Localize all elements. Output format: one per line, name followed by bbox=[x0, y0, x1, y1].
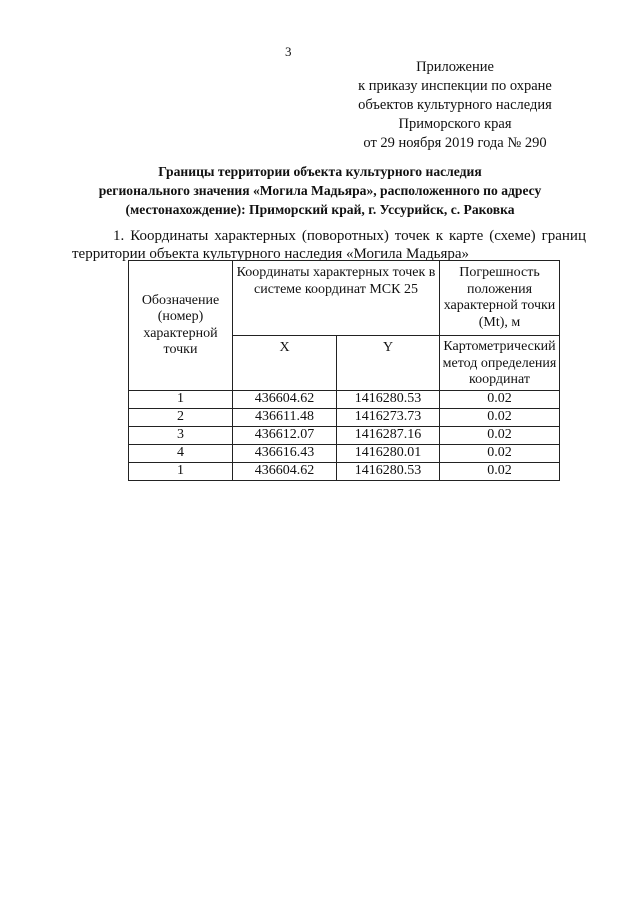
cell-y: 1416280.53 bbox=[337, 391, 440, 409]
header-y: Y bbox=[337, 336, 440, 391]
header-point-number: Обозначение (номер) характерной точки bbox=[129, 261, 233, 391]
paragraph-line: 1. Координаты характерных (поворотных) точек к карте (схеме) границ bbox=[113, 228, 586, 244]
document-title bbox=[60, 162, 580, 219]
cell-point: 1 bbox=[129, 391, 233, 409]
title-line: регионального значения «Могила Мадьяра», расположенного по адресу bbox=[98, 183, 542, 198]
cell-x: 436616.43 bbox=[233, 445, 337, 463]
cell-error: 0.02 bbox=[440, 427, 560, 445]
title-line: (местонахождение): Приморский край, г. Уссурийск, с. Раковка bbox=[125, 202, 515, 217]
coordinates-paragraph bbox=[72, 227, 586, 263]
table-row bbox=[129, 427, 560, 445]
cell-y: 1416280.01 bbox=[337, 445, 440, 463]
appendix-line: Приложение bbox=[416, 59, 494, 75]
cell-x: 436604.62 bbox=[233, 463, 337, 481]
cell-error: 0.02 bbox=[440, 445, 560, 463]
appendix-line: Приморского края bbox=[398, 116, 512, 132]
cell-x: 436604.62 bbox=[233, 391, 337, 409]
header-x: X bbox=[233, 336, 337, 391]
appendix-line: объектов культурного наследия bbox=[358, 97, 552, 113]
cell-point: 1 bbox=[129, 463, 233, 481]
appendix-line: от 29 ноября 2019 года № 290 bbox=[363, 135, 547, 151]
cell-point: 2 bbox=[129, 409, 233, 427]
cell-point: 4 bbox=[129, 445, 233, 463]
table-row bbox=[129, 391, 560, 409]
paragraph-line: территории объекта культурного наследия «Могила Мадьяра» bbox=[72, 246, 470, 262]
coordinates-table bbox=[128, 260, 560, 481]
table-row bbox=[129, 445, 560, 463]
cell-error: 0.02 bbox=[440, 391, 560, 409]
header-coordinates: Координаты характерных точек в системе координат МСК 25 bbox=[233, 261, 440, 336]
table-header-row bbox=[129, 261, 560, 336]
table-row bbox=[129, 463, 560, 481]
appendix-line: к приказу инспекции по охране bbox=[358, 78, 552, 94]
cell-point: 3 bbox=[129, 427, 233, 445]
cell-y: 1416280.53 bbox=[337, 463, 440, 481]
cell-x: 436612.07 bbox=[233, 427, 337, 445]
header-error: Погрешность положения характерной точки (Mt), м bbox=[440, 261, 560, 336]
cell-error: 0.02 bbox=[440, 463, 560, 481]
cell-error: 0.02 bbox=[440, 409, 560, 427]
cell-y: 1416287.16 bbox=[337, 427, 440, 445]
appendix-header bbox=[330, 58, 580, 153]
title-line: Границы территории объекта культурного наследия bbox=[158, 164, 482, 179]
header-method: Картометрический метод определения координат bbox=[440, 336, 560, 391]
page-number: 3 bbox=[285, 44, 292, 59]
table-row bbox=[129, 409, 560, 427]
cell-y: 1416273.73 bbox=[337, 409, 440, 427]
cell-x: 436611.48 bbox=[233, 409, 337, 427]
